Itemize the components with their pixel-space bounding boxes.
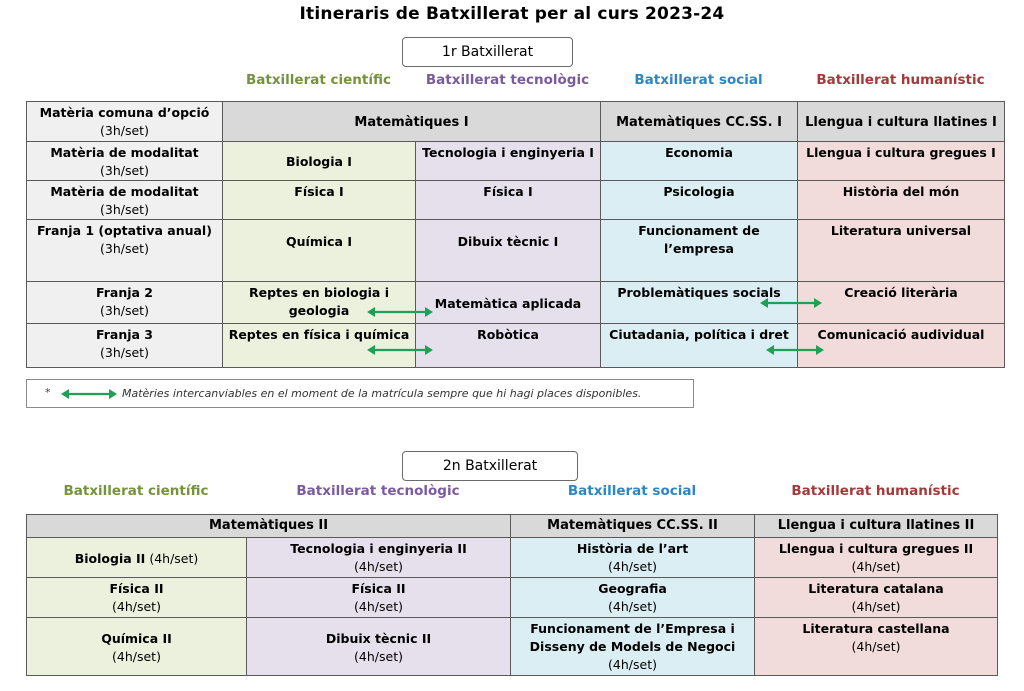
cell-social: Economia: [601, 142, 798, 181]
cell-scientific: Química II (4h/set): [27, 618, 247, 676]
cell-humanistic: Comunicació audividual: [798, 324, 1005, 368]
cell-latin: Llengua i cultura llatines II: [755, 515, 998, 538]
year1-track-social: Batxillerat social: [634, 72, 763, 88]
cell-scientific: Biologia II (4h/set): [27, 538, 247, 578]
cell-maths: Matemàtiques II: [27, 515, 511, 538]
cell-humanistic: Llengua i cultura gregues I: [798, 142, 1005, 181]
legend-star: *: [45, 386, 51, 399]
cell-scientific: Física II (4h/set): [27, 578, 247, 618]
table-row: [27, 618, 998, 676]
table-row: [27, 181, 1005, 220]
cell-humanistic: Llengua i cultura gregues II (4h/set): [755, 538, 998, 578]
cell-latin: Llengua i cultura llatines I: [798, 102, 1005, 142]
cell-scientific: Biologia I: [223, 142, 416, 181]
row-label: Matèria de modalitat (3h/set): [27, 181, 223, 220]
year1-table: [26, 101, 1005, 368]
year2-table: [26, 514, 998, 676]
table-row: [27, 538, 998, 578]
table-row: [27, 220, 1005, 282]
cell-social: Psicologia: [601, 181, 798, 220]
double-headed-arrow-icon: [766, 344, 824, 356]
row-label: Franja 3 (3h/set): [27, 324, 223, 368]
cell-humanistic: Creació literària: [798, 282, 1005, 324]
cell-technological: Tecnologia i enginyeria I: [416, 142, 601, 181]
double-headed-arrow-icon: [61, 388, 117, 400]
row-label: Matèria de modalitat (3h/set): [27, 142, 223, 181]
year1-label: 1r Batxillerat: [402, 37, 573, 67]
row-label: Franja 2 (3h/set): [27, 282, 223, 324]
year1-track-technological: Batxillerat tecnològic: [425, 72, 590, 88]
cell-maths: Matemàtiques I: [223, 102, 601, 142]
year1-track-scientific: Batxillerat científic: [245, 72, 391, 88]
cell-humanistic: Literatura castellana (4h/set): [755, 618, 998, 676]
cell-humanistic: Història del món: [798, 181, 1005, 220]
cell-social: Ciutadania, política i dret: [601, 324, 798, 368]
cell-social: Problemàtiques socials: [601, 282, 798, 324]
cell-social: Funcionament de l’Empresa i Disseny de Models de Negoci (4h/set): [511, 618, 755, 676]
cell-scientific: Reptes en física i química: [223, 324, 416, 368]
cell-technological: Robòtica: [416, 324, 601, 368]
cell-social: Història de l’art (4h/set): [511, 538, 755, 578]
legend-box: [26, 379, 694, 408]
table-row: [27, 515, 998, 538]
cell-technological: Dibuix tècnic I: [416, 220, 601, 282]
table-row: [27, 282, 1005, 324]
cell-technological: Matemàtica aplicada: [416, 282, 601, 324]
cell-social: Funcionament de l’empresa: [601, 220, 798, 282]
row-label: Franja 1 (optativa anual) (3h/set): [27, 220, 223, 282]
year1-track-humanistic: Batxillerat humanístic: [816, 72, 985, 88]
cell-technological: Dibuix tècnic II (4h/set): [247, 618, 511, 676]
table-row: [27, 102, 1005, 142]
year2-track-scientific: Batxillerat científic: [63, 483, 209, 499]
cell-scientific: Reptes en biologia i geologia: [223, 282, 416, 324]
row-label: Matèria comuna d’opció (3h/set): [27, 102, 223, 142]
cell-technological: Tecnologia i enginyeria II (4h/set): [247, 538, 511, 578]
cell-social: Geografia (4h/set): [511, 578, 755, 618]
year2-label: 2n Batxillerat: [402, 451, 578, 481]
cell-humanistic: Literatura universal: [798, 220, 1005, 282]
year2-track-technological: Batxillerat tecnològic: [296, 483, 460, 499]
double-headed-arrow-icon: [367, 344, 433, 356]
year2-track-social: Batxillerat social: [567, 483, 697, 499]
cell-maths-ccss: Matemàtiques CC.SS. II: [511, 515, 755, 538]
double-headed-arrow-icon: [367, 306, 433, 318]
table-row: [27, 578, 998, 618]
cell-technological: Física I: [416, 181, 601, 220]
table-row: [27, 142, 1005, 181]
year2-track-humanistic: Batxillerat humanístic: [791, 483, 960, 499]
cell-technological: Física II (4h/set): [247, 578, 511, 618]
page-title: Itineraris de Batxillerat per al curs 2023-24: [299, 4, 725, 24]
legend-text: Matèries intercanviables en el moment de la matrícula sempre que hi hagi places disponibles.: [122, 387, 642, 400]
cell-scientific: Física I: [223, 181, 416, 220]
cell-maths-ccss: Matemàtiques CC.SS. I: [601, 102, 798, 142]
cell-scientific: Química I: [223, 220, 416, 282]
double-headed-arrow-icon: [760, 297, 822, 309]
table-row: [27, 324, 1005, 368]
cell-humanistic: Literatura catalana (4h/set): [755, 578, 998, 618]
